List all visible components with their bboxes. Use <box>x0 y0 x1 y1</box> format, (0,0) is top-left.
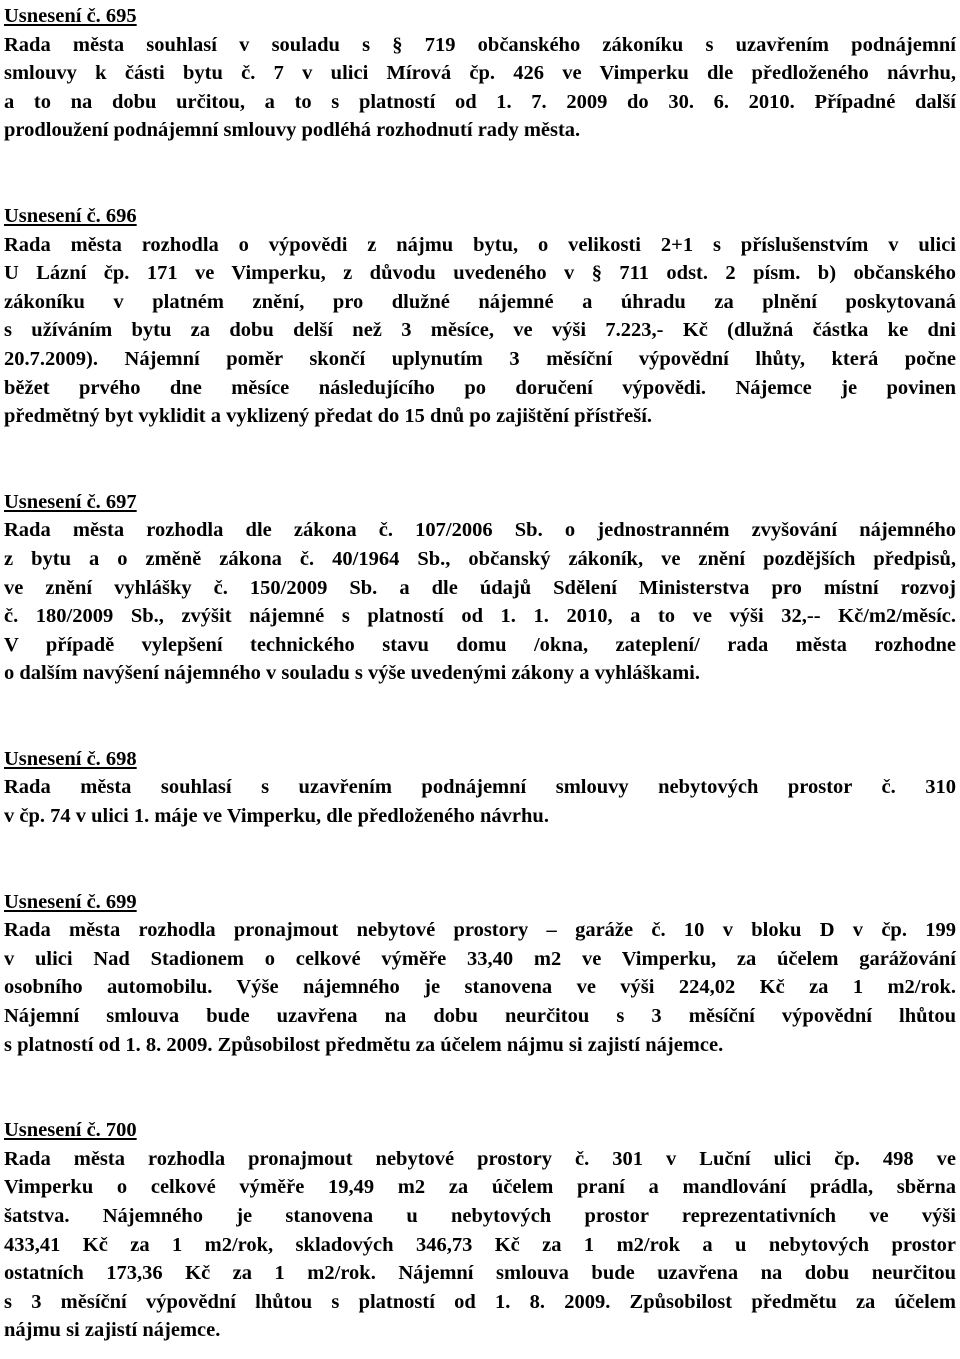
text-line: s 3 měsíční výpovědní lhůtou s platností od 1. 8. 2009. Způsobilost předmětu za účelem <box>4 1290 956 1313</box>
resolution-700 <box>4 1116 956 1345</box>
text-line: zákoníku v platném znění, pro dlužné nájemné a úhradu za plnění poskytovaná <box>4 290 956 313</box>
resolution-697 <box>4 488 956 688</box>
text-line: Rada města rozhodla dle zákona č. 107/2006 Sb. o jednostranném zvyšování nájemného <box>4 519 956 542</box>
text-line: osobního automobilu. Výše nájemného je stanovena ve výši 224,02 Kč za 1 m2/rok. <box>4 976 956 999</box>
text-line: běžet prvého dne měsíce následujícího po doručení výpovědi. Nájemce je povinen <box>4 376 956 399</box>
text-line: ve znění vyhlášky č. 150/2009 Sb. a dle údajů Sdělení Ministerstva pro místní rozvoj <box>4 576 956 599</box>
resolution-695 <box>4 2 956 145</box>
resolution-text <box>4 773 956 830</box>
text-line: U Lázní čp. 171 ve Vimperku, z důvodu uvedeného v § 711 odst. 2 písm. b) občanského <box>4 262 956 285</box>
text-line: č. 180/2009 Sb., zvýšit nájemné s platností od 1. 1. 2010, a to ve výši 32,-- Kč/m2/měsíc. <box>4 605 956 628</box>
resolution-heading: Usnesení č. 698 <box>4 747 137 770</box>
resolution-699 <box>4 888 956 1060</box>
text-line: v čp. 74 v ulici 1. máje ve Vimperku, dle předloženého návrhu. <box>4 805 549 828</box>
text-line: Rada města souhlasí s uzavřením podnájemní smlouvy nebytových prostor č. 310 <box>4 776 956 799</box>
resolution-text <box>4 1145 956 1345</box>
resolution-heading: Usnesení č. 695 <box>4 5 137 27</box>
text-line: Rada města rozhodla o výpovědi z nájmu bytu, o velikosti 2+1 s příslušenstvím v ulici <box>4 233 956 256</box>
resolution-text <box>4 516 956 688</box>
text-line: Rada města rozhodla pronajmout nebytové prostory č. 301 v Luční ulici čp. 498 ve <box>4 1147 956 1170</box>
text-line: z bytu a o změně zákona č. 40/1964 Sb., občanský zákoník, ve znění pozdějších předpisů, <box>4 547 956 570</box>
resolution-heading: Usnesení č. 700 <box>4 1119 137 1142</box>
resolution-text <box>4 231 956 431</box>
text-line: v ulici Nad Stadionem o celkové výměře 33,40 m2 ve Vimperku, za účelem garážování <box>4 947 956 970</box>
text-line: 20.7.2009). Nájemní poměr skončí uplynutím 3 měsíční výpovědní lhůty, která počne <box>4 347 956 370</box>
resolution-heading: Usnesení č. 697 <box>4 490 137 513</box>
text-line: prodloužení podnájemní smlouvy podléhá rozhodnutí rady města. <box>4 119 581 142</box>
text-line: Vimperku o celkové výměře 19,49 m2 za účelem praní a mandlování prádla, sběrna <box>4 1176 956 1199</box>
text-line: šatstva. Nájemného je stanovena u nebytových prostor reprezentativních ve výši <box>4 1205 956 1227</box>
text-line: s platností od 1. 8. 2009. Způsobilost předmětu za účelem nájmu si zajistí nájemce. <box>4 1033 724 1056</box>
text-line: a to na dobu určitou, a to s platností od 1. 7. 2009 do 30. 6. 2010. Případné další <box>4 90 956 113</box>
resolution-696 <box>4 202 956 431</box>
text-line: Rada města souhlasí v souladu s § 719 občanského zákoníku s uzavřením podnájemní <box>4 33 956 56</box>
text-line: Nájemní smlouva bude uzavřena na dobu neurčitou s 3 měsíční výpovědní lhůtou <box>4 1005 956 1028</box>
resolution-heading: Usnesení č. 699 <box>4 890 137 913</box>
text-line: předmětný byt vyklidit a vyklizený předat do 15 dnů po zajištění přístřeší. <box>4 405 653 428</box>
resolution-heading: Usnesení č. 696 <box>4 204 137 227</box>
document-body <box>4 2 956 1345</box>
text-line: ostatních 173,36 Kč za 1 m2/rok. Nájemní smlouva bude uzavřena na dobu neurčitou <box>4 1262 956 1285</box>
resolution-text <box>4 31 956 145</box>
text-line: o dalším navýšení nájemného v souladu s výše uvedenými zákony a vyhláškami. <box>4 662 700 685</box>
resolution-698 <box>4 745 956 831</box>
text-line: V případě vylepšení technického stavu domu /okna, zateplení/ rada města rozhodne <box>4 633 956 656</box>
text-line: s užíváním bytu za dobu delší než 3 měsíce, ve výši 7.223,- Kč (dlužná částka ke dni <box>4 319 956 342</box>
text-line: smlouvy k části bytu č. 7 v ulici Mírová čp. 426 ve Vimperku dle předloženého návrhu, <box>4 62 956 85</box>
text-line: 433,41 Kč za 1 m2/rok, skladových 346,73 Kč za 1 m2/rok a u nebytových prostor <box>4 1233 956 1256</box>
text-line: Rada města rozhodla pronajmout nebytové prostory – garáže č. 10 v bloku D v čp. 199 <box>4 919 956 942</box>
text-line: nájmu si zajistí nájemce. <box>4 1319 221 1342</box>
resolution-text <box>4 916 956 1059</box>
